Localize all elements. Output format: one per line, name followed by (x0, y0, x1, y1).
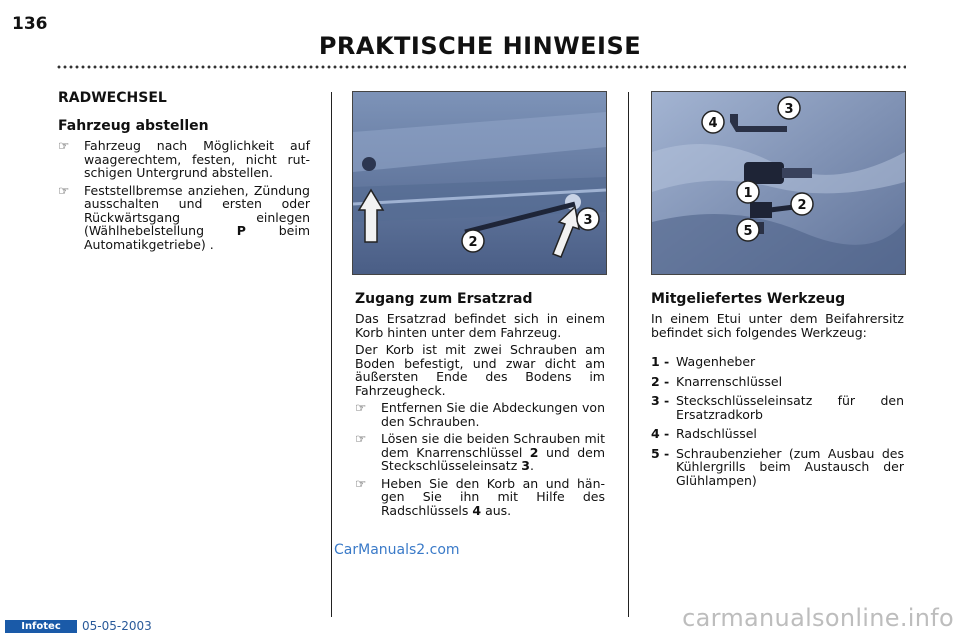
tools-photo (651, 91, 906, 275)
dotted-divider (56, 65, 906, 69)
photo-label-3: 3 (583, 213, 593, 228)
photo-label-2: 2 (468, 235, 478, 250)
footer-date: 05-05-2003 (82, 619, 152, 633)
paragraph: Das Ersatzrad befindet sich in einem Korb hinten unter dem Fahrzeug. (355, 311, 605, 340)
page-number: 136 (12, 14, 48, 34)
bullet-item: ☞ Feststellbremse anziehen, Zündung ausschalten und ersten oder Rückwärtsgang einlegen (Wählhebelstellung P beim Automatikgetriebe) . (58, 182, 310, 252)
subsection-heading: Fahrzeug abstellen (58, 118, 209, 134)
list-item: 3 - Steckschlüsseleinsatz für den Ersatzradkorb (651, 393, 904, 422)
bullet-item: ☞ Fahrzeug nach Möglichkeit auf waagerechtem, festen, nicht rut-schigen Untergrund abstellen. (58, 138, 310, 180)
pointing-hand-icon: ☞ (58, 182, 70, 198)
pointing-hand-icon: ☞ (355, 475, 367, 491)
tools-heading: Mitgeliefertes Werkzeug (651, 291, 846, 307)
photo-label-5: 5 (743, 224, 753, 239)
list-item: 2 - Knarrenschlüssel (651, 373, 783, 389)
spare-wheel-illustration (353, 92, 606, 274)
tools-list (651, 355, 904, 487)
watermark-text: carmanualsonline.info (682, 604, 954, 632)
column-divider (628, 92, 629, 617)
list-item: 1 - Wagenheber (651, 354, 756, 369)
pointing-hand-icon: ☞ (355, 400, 367, 415)
paragraph: In einem Etui unter dem Beifahrersitz befindet sich folgendes Werkzeug: (651, 311, 904, 340)
photo-label-2: 2 (797, 198, 807, 213)
tools-illustration (652, 92, 905, 274)
photo-label-4: 4 (708, 116, 718, 131)
pointing-hand-icon: ☞ (355, 431, 367, 446)
paragraph: Der Korb ist mit zwei Schrauben am Boden befestigt, und zwar dicht am äußersten Ende des Bodens im Fahrzeugheck. (355, 342, 605, 398)
page-title: PRAKTISCHE HINWEISE (318, 32, 642, 60)
pointing-hand-icon: ☞ (58, 138, 70, 153)
photo-label-1: 1 (743, 186, 753, 201)
infotec-logo: Infotec (5, 620, 77, 633)
list-item: 4 - Radschlüssel (651, 426, 757, 441)
column-divider (331, 92, 332, 617)
middle-column (355, 291, 605, 517)
bullet-item: ☞ Entfernen Sie die Abdeckungen von den Schrauben. (355, 400, 605, 429)
bullet-item: ☞ Lösen sie die beiden Schrauben mit dem Knarrenschlüssel 2 und dem Steckschlüsseleinsatz 3. (355, 431, 605, 473)
spare-wheel-photo (352, 91, 607, 275)
photo-label-3: 3 (784, 102, 794, 117)
spare-wheel-heading: Zugang zum Ersatzrad (355, 291, 533, 307)
watermark-link[interactable]: CarManuals2.com (334, 542, 460, 558)
right-column (651, 291, 904, 487)
list-item: 5 - Schraubenzieher (zum Ausbau des Kühlergrills beim Austausch der Glühlampen) (651, 445, 904, 488)
left-column (58, 90, 310, 251)
section-heading: RADWECHSEL (58, 90, 167, 106)
bullet-item: ☞ Heben Sie den Korb an und hän-gen Sie ihn mit Hilfe des Radschlüssels 4 aus. (355, 475, 605, 518)
